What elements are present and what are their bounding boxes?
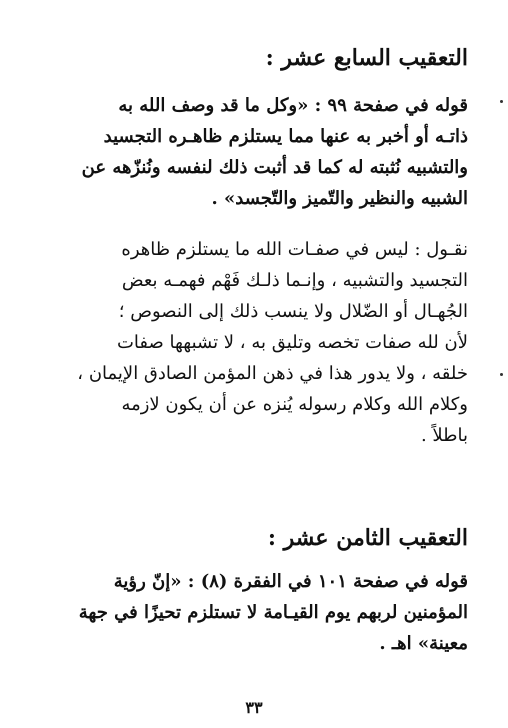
section-heading-17: التعقيب السابع عشر : <box>265 45 468 71</box>
text-line: نقـول : ليس في صفـات الله ما يستلزم ظاهره <box>121 239 468 260</box>
text-line: معينة» اهـ . <box>379 633 468 654</box>
text-line: قوله في صفحة ١٠١ في الفقرة (٨) : «إنّ رؤية <box>113 571 468 592</box>
text-line: التجسيد والتشبيه ، وإنـما ذلـك فَهْم فهمـه بعض <box>121 270 468 291</box>
reply-paragraph-17 <box>38 234 468 451</box>
margin-mark <box>500 100 503 103</box>
quote-paragraph-17 <box>38 90 468 214</box>
section-heading-18: التعقيب الثامن عشر : <box>267 525 468 551</box>
text-line: باطلاً . <box>420 425 468 446</box>
text-line: المؤمنين لربهم يوم القيـامة لا تستلزم تحيزًا في جهة <box>78 602 468 623</box>
text-line: والتشبيه نُثبته له كما قد أثبت ذلك لنفسه ونُنزّهه عن <box>81 157 468 178</box>
page-number: ٣٣ <box>245 698 263 717</box>
text-line: خلقه ، ولا يدور هذا في ذهن المؤمن الصادق الإيمان ، <box>77 363 468 384</box>
margin-mark <box>500 373 503 376</box>
text-line: الجُهـال أو الضّلال ولا ينسب ذلك إلى النصوص ؛ <box>118 301 468 322</box>
text-line: وكلام الله وكلام رسوله يُنزه عن أن يكون لازمه <box>121 394 468 415</box>
quote-paragraph-18 <box>38 566 468 659</box>
text-line: الشبيه والنظير والتّميز والتّجسد» . <box>211 188 468 209</box>
text-line: لأن لله صفات تخصه وتليق به ، لا تشبهها صفات <box>116 332 468 353</box>
text-line: قوله في صفحة ٩٩ : «وكل ما قد وصف الله به <box>118 95 468 116</box>
text-line: ذاتـه أو أخبر به عنها مما يستلزم ظاهـره التجسيد <box>103 126 468 147</box>
